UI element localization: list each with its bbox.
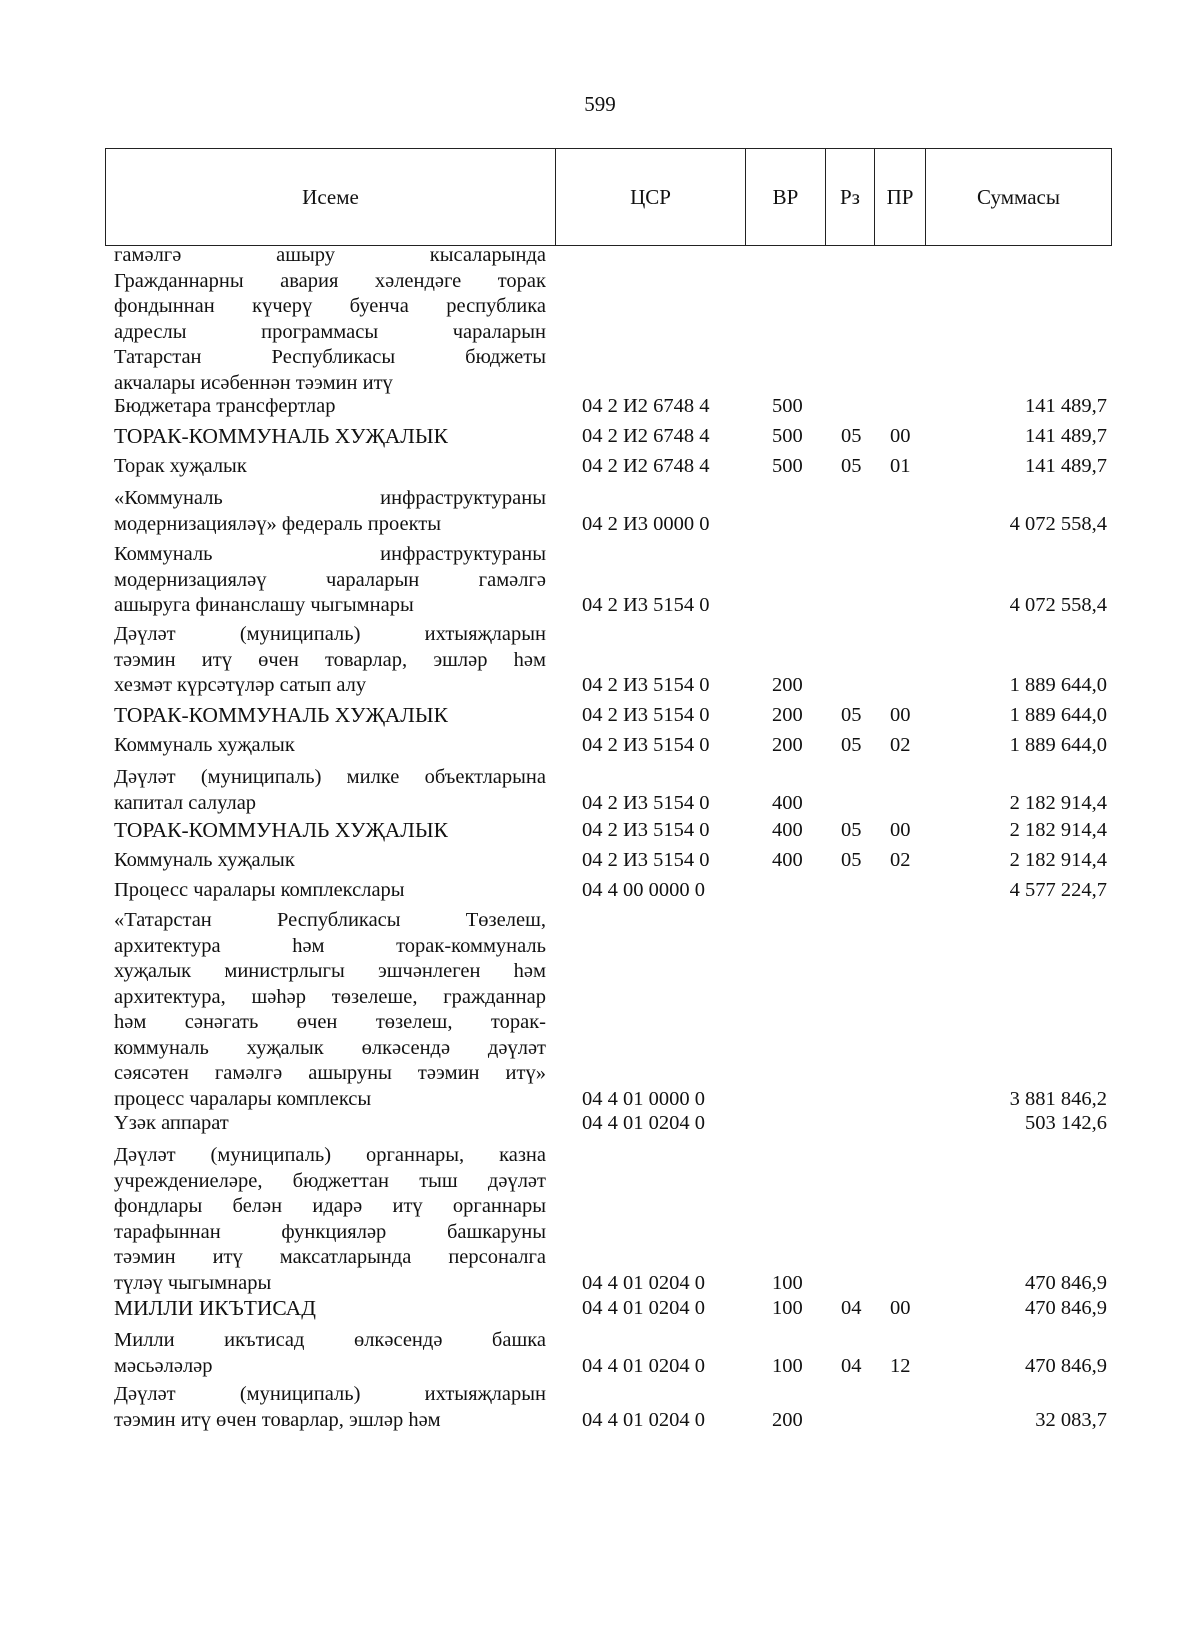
row-name-line: мәсьәләләр <box>114 1354 213 1377</box>
row-sum: 4 072 558,4 <box>1009 594 1107 616</box>
row-sum: 32 083,7 <box>1035 1408 1107 1431</box>
row-name-line: Гражданнарны авария хәлендәге торак <box>114 269 546 292</box>
header-vr: ВР <box>746 149 826 245</box>
row-rz: 05 <box>841 455 862 477</box>
row-csr: 04 4 01 0204 0 <box>582 1354 705 1377</box>
row-name <box>114 1296 546 1322</box>
row-sum: 2 182 914,4 <box>1009 791 1107 814</box>
row-name-line: тарафыннан функцияләр башкаруны <box>114 1220 546 1243</box>
table-row <box>0 542 1200 619</box>
row-csr: 04 2 И3 5154 0 <box>582 674 710 696</box>
row-csr: 04 4 01 0204 0 <box>582 1112 705 1134</box>
row-pr: 02 <box>890 849 911 871</box>
row-name-line: капитал салулар <box>114 791 257 814</box>
row-name-line: акчалары исәбеннән тәэмин итү <box>114 371 393 394</box>
row-sum: 3 881 846,2 <box>1009 1087 1107 1110</box>
header-sum: Суммасы <box>977 184 1060 209</box>
row-csr: 04 2 И3 0000 0 <box>582 512 710 535</box>
row-name-line: хезмәт күрсәтүләр сатып алу <box>114 674 367 696</box>
row-name-line: процесс чаралары комплексы <box>114 1087 372 1110</box>
table-row <box>0 486 1200 537</box>
header-pr: ПР <box>875 149 926 245</box>
row-name-line: адреслы программасы чараларын <box>114 320 546 343</box>
row-sum: 1 889 644,0 <box>1009 734 1107 756</box>
row-name-line: һәм сәнәгать өчен төзелеш, торак- <box>114 1011 546 1033</box>
row-name-line: «Татарстан Республикасы Төзелеш, <box>114 909 546 931</box>
row-name <box>114 878 546 904</box>
row-name <box>114 848 546 874</box>
row-name-line: ТОРАК-КОММУНАЛЬ ХУҖАЛЫК <box>114 424 448 448</box>
row-vr: 100 <box>772 1297 803 1319</box>
row-name-line: Милли икътисад өлкәсендә башка <box>114 1329 546 1351</box>
row-sum: 1 889 644,0 <box>1009 704 1107 726</box>
row-csr: 04 2 И2 6748 4 <box>582 395 710 417</box>
row-csr: 04 2 И3 5154 0 <box>582 704 710 726</box>
table-row <box>0 1382 1200 1433</box>
row-name-line: ТОРАК-КОММУНАЛЬ ХУҖАЛЫК <box>114 818 448 842</box>
row-name-line: Бюджетара трансфертлар <box>114 395 336 417</box>
row-name <box>114 1143 546 1296</box>
row-pr: 02 <box>890 734 911 756</box>
row-name-line: Коммуналь инфраструктураны <box>114 543 546 565</box>
row-pr: 00 <box>890 1297 911 1319</box>
table-header <box>105 148 1112 246</box>
row-name-line: Коммуналь хуҗалык <box>114 734 295 756</box>
page-number: 599 <box>584 92 616 116</box>
row-rz: 05 <box>841 734 862 756</box>
row-name <box>114 243 546 396</box>
row-vr: 100 <box>772 1354 803 1377</box>
row-vr: 500 <box>772 395 803 417</box>
row-name-line: хуҗалык министрлыгы эшчәнлеген һәм <box>114 960 546 982</box>
table-row <box>0 454 1200 480</box>
row-name <box>114 733 546 759</box>
row-pr: 01 <box>890 455 911 477</box>
table-row <box>0 424 1200 450</box>
row-name-line: ТОРАК-КОММУНАЛЬ ХУҖАЛЫК <box>114 703 448 727</box>
row-pr: 00 <box>890 704 911 726</box>
row-name-line: учреждениеләре, бюджеттан тыш дәүләт <box>114 1169 546 1192</box>
row-sum: 141 489,7 <box>1025 395 1107 417</box>
row-csr: 04 4 01 0204 0 <box>582 1408 705 1431</box>
table-row <box>0 622 1200 699</box>
row-name <box>114 908 546 1112</box>
table-row <box>0 1296 1200 1322</box>
row-name-line: Үзәк аппарат <box>114 1112 229 1134</box>
row-name <box>114 703 546 729</box>
row-csr: 04 2 И3 5154 0 <box>582 849 710 871</box>
row-rz: 05 <box>841 425 862 447</box>
row-name-line: ашыруга финанслашу чыгымнары <box>114 594 414 616</box>
row-sum: 4 577 224,7 <box>1009 879 1107 901</box>
row-csr: 04 2 И3 5154 0 <box>582 734 710 756</box>
row-name-line: Дәүләт (муниципаль) ихтыяҗларын <box>114 1383 546 1405</box>
row-pr: 00 <box>890 819 911 841</box>
row-name <box>114 1328 546 1379</box>
table-row <box>0 908 1200 1112</box>
row-rz: 05 <box>841 849 862 871</box>
row-vr: 400 <box>772 819 803 841</box>
row-name-line: Дәүләт (муниципаль) органнары, казна <box>114 1144 546 1166</box>
row-vr: 400 <box>772 791 803 814</box>
row-vr: 200 <box>772 704 803 726</box>
table-row <box>0 878 1200 904</box>
row-name-line: Дәүләт (муниципаль) ихтыяҗларын <box>114 623 546 645</box>
row-vr: 500 <box>772 425 803 447</box>
row-name-line: тәэмин итү өчен товарлар, эшләр һәм <box>114 648 546 671</box>
row-sum: 503 142,6 <box>1025 1112 1107 1134</box>
row-sum: 2 182 914,4 <box>1009 849 1107 871</box>
row-pr: 00 <box>890 425 911 447</box>
row-vr: 200 <box>772 674 803 696</box>
row-name-line: коммуналь хуҗалык өлкәсендә дәүләт <box>114 1036 546 1059</box>
table-row <box>0 1143 1200 1296</box>
row-name <box>114 454 546 480</box>
row-csr: 04 4 01 0204 0 <box>582 1271 705 1294</box>
row-csr: 04 2 И2 6748 4 <box>582 425 710 447</box>
row-csr: 04 2 И3 5154 0 <box>582 594 710 616</box>
row-sum: 470 846,9 <box>1025 1354 1107 1377</box>
row-csr: 04 4 01 0204 0 <box>582 1297 705 1319</box>
table-row <box>0 394 1200 420</box>
row-vr: 200 <box>772 1408 803 1431</box>
table-row <box>0 243 1200 396</box>
header-csr: ЦСР <box>556 149 746 245</box>
header-rz: Рз <box>826 149 875 245</box>
table-row <box>0 703 1200 729</box>
row-sum: 470 846,9 <box>1025 1297 1107 1319</box>
row-name <box>114 765 546 816</box>
row-name-line: модернизацияләү чараларын гамәлгә <box>114 568 546 591</box>
row-rz: 04 <box>841 1297 862 1319</box>
row-rz: 04 <box>841 1354 862 1377</box>
row-name-line: модернизацияләү» федераль проекты <box>114 512 441 535</box>
row-rz: 05 <box>841 704 862 726</box>
row-vr: 500 <box>772 455 803 477</box>
row-rz: 05 <box>841 819 862 841</box>
row-name-line: тәэмин итү өчен товарлар, эшләр һәм <box>114 1408 441 1431</box>
row-name-line: түләү чыгымнары <box>114 1271 272 1294</box>
row-name-line: Дәүләт (муниципаль) милке объектларына <box>114 766 546 788</box>
table-row <box>0 733 1200 759</box>
row-name <box>114 394 546 420</box>
row-sum: 141 489,7 <box>1025 455 1107 477</box>
row-name <box>114 622 546 699</box>
row-name <box>114 1111 546 1137</box>
row-name <box>114 1382 546 1433</box>
row-name <box>114 424 546 450</box>
row-sum: 1 889 644,0 <box>1009 674 1107 696</box>
row-sum: 2 182 914,4 <box>1009 819 1107 841</box>
row-name-line: архитектура һәм торак-коммуналь <box>114 934 546 957</box>
row-sum: 4 072 558,4 <box>1009 512 1107 535</box>
row-csr: 04 4 01 0000 0 <box>582 1087 705 1110</box>
row-csr: 04 2 И3 5154 0 <box>582 791 710 814</box>
row-name <box>114 542 546 619</box>
table-row <box>0 765 1200 816</box>
row-name <box>114 486 546 537</box>
row-name-line: МИЛЛИ ИКЪТИСАД <box>114 1296 316 1320</box>
row-sum: 141 489,7 <box>1025 425 1107 447</box>
row-name-line: «Коммуналь инфраструктураны <box>114 487 546 509</box>
row-csr: 04 4 00 0000 0 <box>582 879 705 901</box>
row-name-line: Процесс чаралары комплекслары <box>114 879 405 901</box>
row-name-line: фондыннан күчерү буенча республика <box>114 295 546 317</box>
table-row <box>0 1328 1200 1379</box>
row-name <box>114 818 546 844</box>
row-csr: 04 2 И3 5154 0 <box>582 819 710 841</box>
row-name-line: фондлары белән идарә итү органнары <box>114 1195 546 1217</box>
row-name-line: гамәлгә ашыру кысаларында <box>114 244 546 266</box>
row-name-line: сәясәтен гамәлгә ашыруны тәэмин итү» <box>114 1062 546 1084</box>
row-sum: 470 846,9 <box>1025 1271 1107 1294</box>
table-row <box>0 1111 1200 1137</box>
row-name-line: архитектура, шәһәр төзелеше, гражданнар <box>114 985 546 1008</box>
row-pr: 12 <box>890 1354 911 1377</box>
row-vr: 200 <box>772 734 803 756</box>
row-csr: 04 2 И2 6748 4 <box>582 455 710 477</box>
table-row <box>0 818 1200 844</box>
row-name-line: Татарстан Республикасы бюджеты <box>114 346 546 368</box>
header-name: Исеме <box>106 149 556 245</box>
row-name-line: Торак хуҗалык <box>114 455 247 477</box>
table-row <box>0 848 1200 874</box>
row-name-line: тәэмин итү максатларында персоналга <box>114 1246 546 1268</box>
row-vr: 100 <box>772 1271 803 1294</box>
row-vr: 400 <box>772 849 803 871</box>
row-name-line: Коммуналь хуҗалык <box>114 849 295 871</box>
